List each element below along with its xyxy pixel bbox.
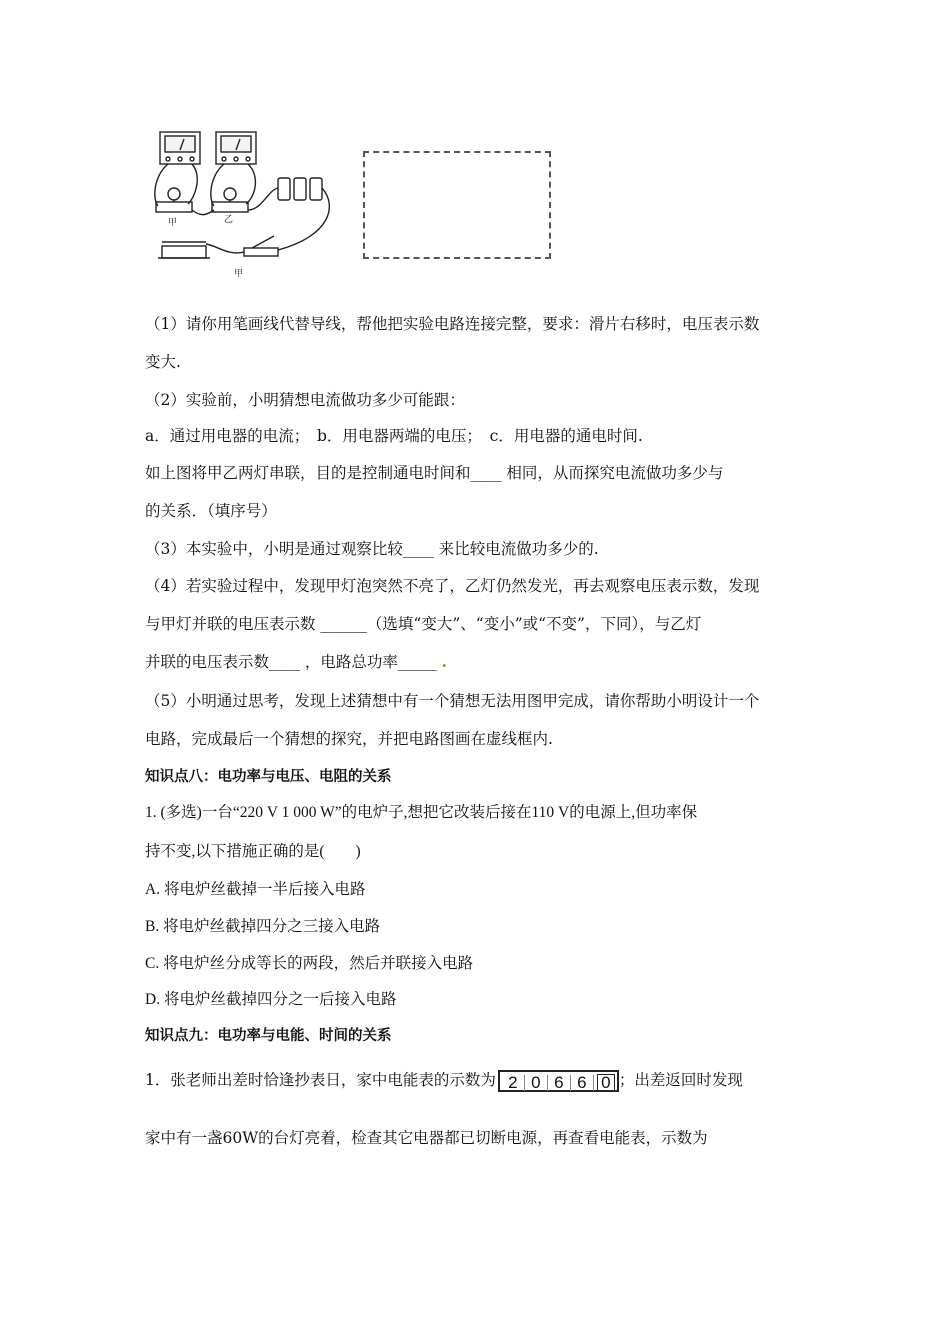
text-line: （2）实验前，小明猜想电流做功多少可能跟： bbox=[145, 391, 465, 409]
circuit-diagram bbox=[148, 126, 338, 278]
answer-dashed-box bbox=[363, 151, 551, 259]
energy-meter-reading bbox=[498, 1070, 619, 1092]
option-a: A. 将电炉丝截掉一半后接入电路 bbox=[145, 881, 366, 898]
text-line: （3）本实验中，小明是通过观察比较____ 来比较电流做功多少的. bbox=[145, 540, 599, 558]
text-line: 与甲灯并联的电压表示数 ______（选填“变大”、“变小”或“不变”，下同），与乙灯 bbox=[145, 615, 702, 633]
text-line: （1）请你用笔画线代替导线，帮他把实验电路连接完整，要求：滑片右移时，电压表示数 bbox=[145, 315, 760, 333]
meter-decimal-digit: 0 bbox=[597, 1074, 615, 1092]
meter-digit: 2 bbox=[502, 1075, 525, 1091]
text-line: 的关系．（填序号） bbox=[145, 502, 277, 520]
option-b: B. 将电炉丝截掉四分之三接入电路 bbox=[145, 918, 381, 935]
rheostat-icon bbox=[162, 246, 206, 258]
text-fragment: ；出差返回时发现 bbox=[618, 1071, 743, 1089]
text-line: （4）若实验过程中，发现甲灯泡突然不亮了，乙灯仍然发光，再去观察电压表示数，发现 bbox=[145, 577, 760, 595]
figure-label-jia: 甲 bbox=[168, 218, 178, 228]
option-d: D. 将电炉丝截掉四分之一后接入电路 bbox=[145, 991, 397, 1008]
text-fragment: 并联的电压表示数____ ，电路总功率_____ bbox=[145, 653, 442, 671]
text-line: 如上图将甲乙两灯串联，目的是控制通电时间和____ 相同，从而探究电流做功多少与 bbox=[145, 464, 724, 482]
marker-dot: . bbox=[441, 652, 448, 671]
figure-caption: 甲 bbox=[234, 269, 244, 278]
lamp-jia-base bbox=[156, 202, 192, 212]
text-fragment: 1．张老师出差时恰逢抄表日，家中电能表的示数为 bbox=[145, 1071, 496, 1089]
text-line: （5）小明通过思考，发现上述猜想中有一个猜想无法用图甲完成，请你帮助小明设计一个 bbox=[145, 692, 760, 710]
lamp-jia-icon bbox=[168, 188, 180, 200]
text-line bbox=[145, 652, 447, 672]
battery-icon bbox=[278, 178, 290, 200]
section-heading: 知识点八：电功率与电压、电阻的关系 bbox=[145, 769, 392, 785]
question-text: 1. (多选)一台“220 V 1 000 W”的电炉子,想把它改装后接在110 V的电源上,但功率保 bbox=[145, 804, 698, 821]
text-line: 变大. bbox=[145, 353, 181, 371]
question-text bbox=[145, 1070, 743, 1092]
lamp-yi-base bbox=[212, 202, 248, 212]
meter-digit: 6 bbox=[571, 1075, 594, 1091]
question-text: 持不变,以下措施正确的是( ) bbox=[145, 843, 361, 860]
text-line: 电路，完成最后一个猜想的探究，并把电路图画在虚线框内. bbox=[145, 730, 553, 748]
option-c: C. 将电炉丝分成等长的两段，然后并联接入电路 bbox=[145, 955, 474, 972]
meter-digit: 0 bbox=[525, 1075, 548, 1091]
meter-digit: 6 bbox=[548, 1075, 571, 1091]
section-heading: 知识点九：电功率与电能、时间的关系 bbox=[145, 1028, 392, 1044]
figure-label-yi: 乙 bbox=[224, 215, 234, 225]
switch-icon bbox=[244, 248, 278, 256]
question-text: 家中有一盏60W的台灯亮着，检查其它电器都已切断电源，再查看电能表，示数为 bbox=[145, 1129, 708, 1147]
lamp-yi-icon bbox=[224, 188, 236, 200]
text-line: a．通过用电器的电流； b．用电器两端的电压； c．用电器的通电时间. bbox=[145, 427, 643, 445]
